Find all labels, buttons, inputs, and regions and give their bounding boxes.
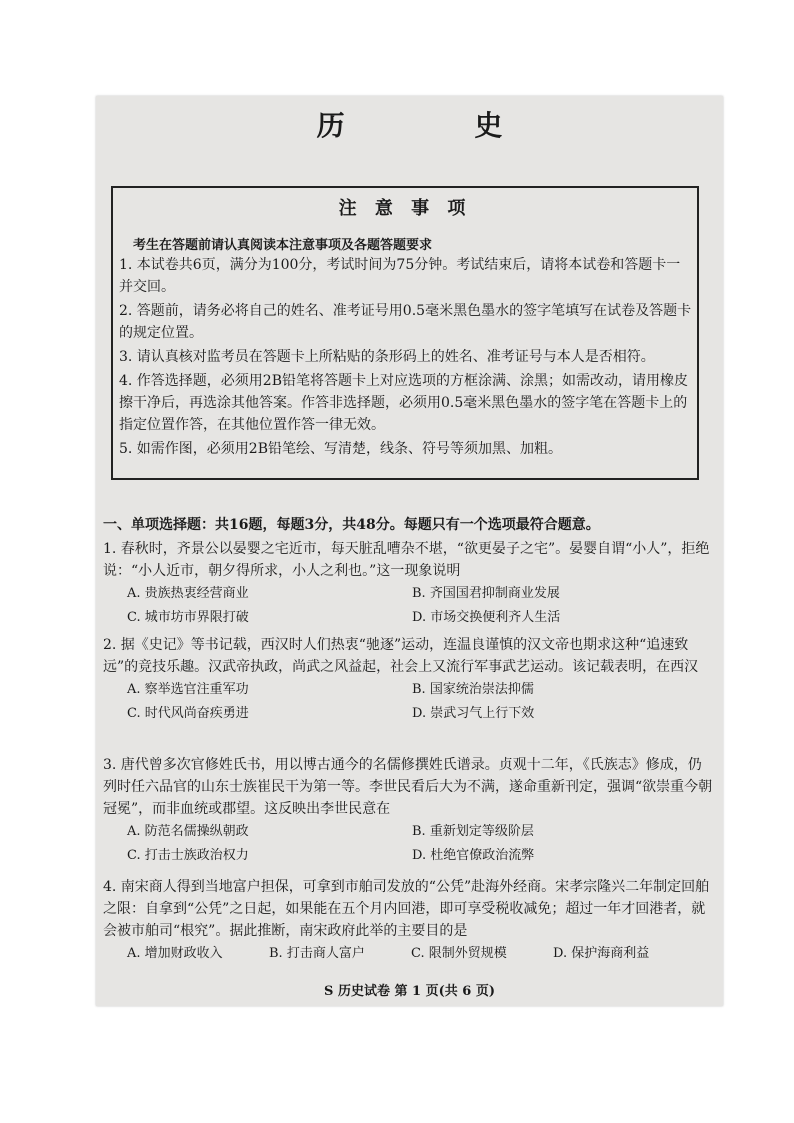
section-heading: 一、单项选择题：共16题，每题3分，共48分。每题只有一个选项最符合题意。	[103, 517, 600, 533]
option-b: B. 国家统治崇法抑儒	[412, 682, 534, 697]
option-a: A. 察举选官注重军功	[127, 682, 249, 697]
page-footer: S 历史试卷 第 1 页(共 6 页)	[324, 984, 495, 999]
option-a: A. 增加财政收入	[127, 946, 223, 961]
option-c: C. 城市坊市界限打破	[127, 610, 249, 625]
question-stem: 2. 据《史记》等书记载，西汉时人们热衷“驰逐”运动，连温良谨慎的汉文帝也期求这种“追速致远”的竞技乐趣。汉武帝执政，尚武之风益起，社会上又流行军事武艺运动。该记载表明，在西汉	[103, 637, 699, 675]
question-2	[103, 634, 713, 726]
option-d: D. 市场交换便利齐人生活	[412, 610, 561, 625]
notice-title: 注 意 事 项	[338, 198, 472, 219]
option-c: C. 打击士族政治权力	[127, 848, 249, 863]
option-c: C. 限制外贸规模	[411, 946, 507, 961]
notice-list	[119, 254, 693, 462]
question-stem: 3. 唐代曾多次官修姓氏书，用以博古通今的名儒修撰姓氏谱录。贞观十二年，《氏族志》修成，仍列时任六品官的山东士族崔民干为第一等。李世民看后大为不满，遂命重新刊定，强调“欲崇重今朝冠冕”，而非血统或郡望。这反映出李世民意在	[103, 757, 713, 817]
option-b: B. 齐国国君抑制商业发展	[412, 586, 560, 601]
option-a: A. 防范名儒操纵朝政	[127, 824, 249, 839]
options	[127, 582, 713, 630]
notice-subtitle: 考生在答题前请认真阅读本注意事项及各题答题要求	[133, 238, 433, 253]
option-b: B. 打击商人富户	[269, 946, 365, 961]
notice-item: 1. 本试卷共6页，满分为100分，考试时间为75分钟。考试结束后，请将本试卷和答题卡一并交回。	[119, 257, 681, 295]
question-stem: 1. 春秋时，齐景公以晏婴之宅近市，每天脏乱嘈杂不堪，“欲更晏子之宅”。晏婴自谓“小人”，拒绝说：“小人近市，朝夕得所求，小人之利也。”这一现象说明	[103, 541, 710, 579]
notice-item: 3. 请认真核对监考员在答题卡上所粘贴的条形码上的姓名、准考证号与本人是否相符。	[119, 349, 655, 365]
option-d: D. 杜绝官僚政治流弊	[412, 848, 535, 863]
notice-box	[111, 186, 699, 480]
question-3	[103, 754, 713, 868]
option-c: C. 时代风尚奋疾勇进	[127, 706, 249, 721]
notice-item: 5. 如需作图，必须用2B铅笔绘、写清楚，线条、符号等须加黑、加粗。	[119, 441, 563, 457]
question-stem: 4. 南宋商人得到当地富户担保，可拿到市舶司发放的“公凭”赴海外经商。宋孝宗隆兴二年制定回舶之限：自拿到“公凭”之日起，如果能在五个月内回港，即可享受税收减免；超过一年才回港者，就会被市舶司“根究”。据此推断，南宋政府此举的主要目的是	[103, 879, 710, 939]
options	[127, 820, 713, 868]
page-title: 历 史	[316, 109, 563, 142]
options	[127, 678, 713, 726]
option-d: D. 保护海商利益	[553, 946, 650, 961]
options	[127, 942, 713, 966]
exam-page	[96, 96, 723, 1006]
question-1	[103, 538, 713, 630]
question-4	[103, 876, 713, 966]
option-b: B. 重新划定等级阶层	[412, 824, 534, 839]
option-d: D. 崇武习气上行下效	[412, 706, 535, 721]
notice-item: 4. 作答选择题，必须用2B铅笔将答题卡上对应选项的方框涂满、涂黑；如需改动，请用橡皮擦干净后，再选涂其他答案。作答非选择题，必须用0.5毫米黑色墨水的签字笔在答题卡上的指定位置作答，在其他位置作答一律无效。	[119, 373, 689, 433]
notice-item: 2. 答题前，请务必将自己的姓名、准考证号用0.5毫米黑色墨水的签字笔填写在试卷及答题卡的规定位置。	[119, 303, 692, 341]
option-a: A. 贵族热衷经营商业	[127, 586, 249, 601]
